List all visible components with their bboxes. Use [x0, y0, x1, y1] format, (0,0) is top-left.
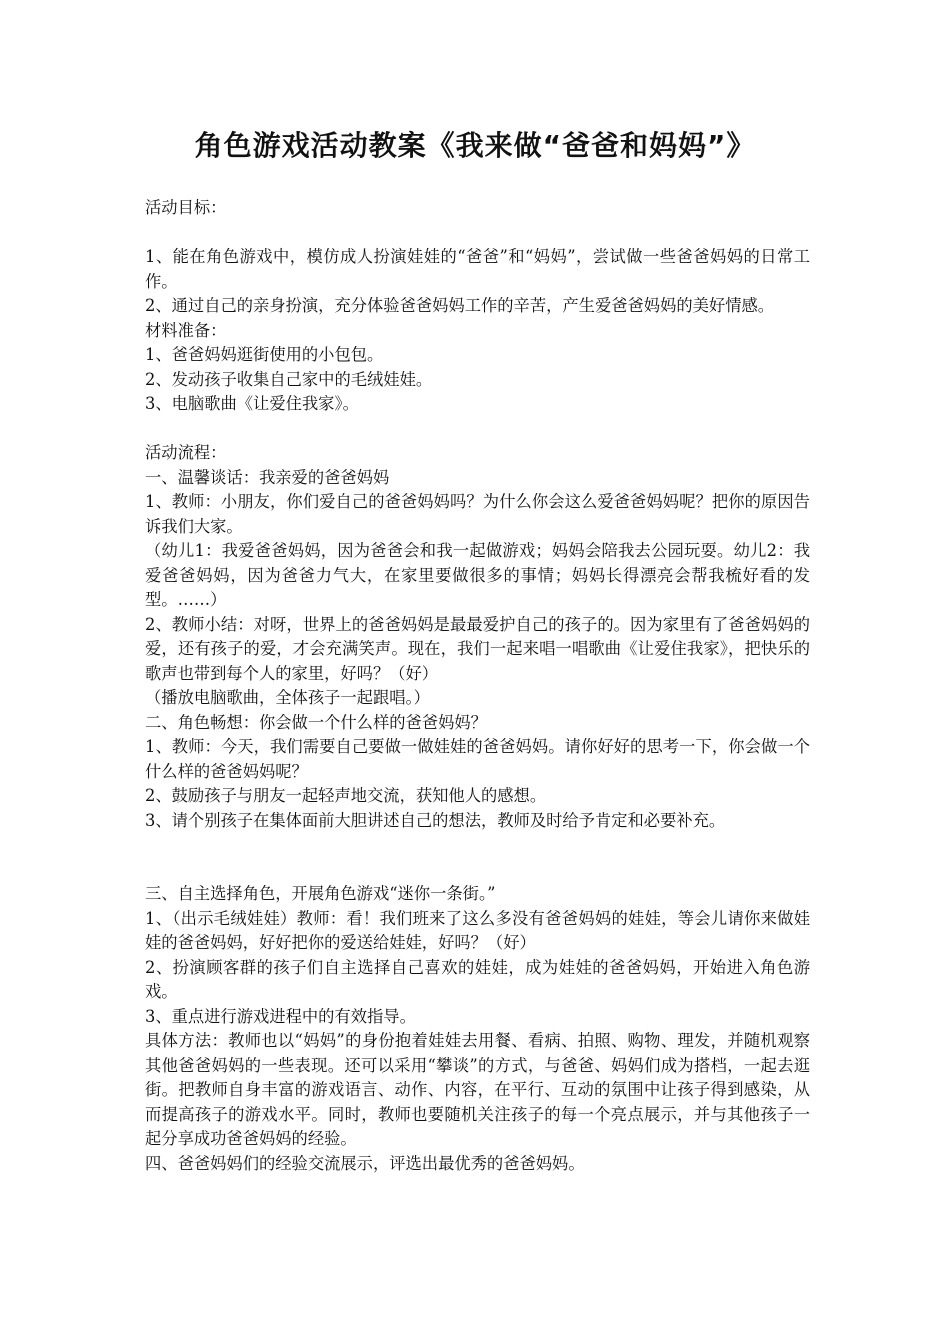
paragraph: 3、重点进行游戏进程中的有效指导。: [145, 1006, 416, 1026]
paragraph: 活动目标：: [145, 198, 227, 217]
paragraph: 3、电脑歌曲《让爱住我家》。: [145, 394, 359, 413]
paragraph: （播放电脑歌曲，全体孩子一起跟唱。）: [145, 688, 430, 707]
paragraph: 3、请个别孩子在集体面前大胆讲述自己的想法，教师及时给予肯定和必要补充。: [145, 810, 726, 830]
paragraph: 三、自主选择角色，开展角色游戏“迷你一条街。”: [145, 884, 496, 903]
paragraph: 1、教师：今天，我们需要自己要做一做娃娃的爸爸妈妈。请你好好的思考一下，你会做一个什么样的爸爸妈妈呢？: [145, 737, 810, 781]
paragraph: 1、（出示毛绒娃娃）教师：看！我们班来了这么多没有爸爸妈妈的娃娃，等会儿请你来做娃娃的爸爸妈妈，好好把你的爱送给娃娃，好吗？（好）: [145, 908, 810, 952]
paragraph: 2、发动孩子收集自己家中的毛绒娃娃。: [145, 369, 433, 389]
paragraph: 一、温馨谈话：我亲爱的爸爸妈妈: [145, 467, 390, 487]
blank-line: [145, 833, 810, 882]
paragraph: 活动流程：: [145, 443, 227, 462]
document-title: 角色游戏活动教案《我来做“爸爸和妈妈”》: [194, 129, 756, 162]
paragraph: 具体方法：教师也以“妈妈”的身份抱着娃娃去用餐、看病、拍照、购物、理发，并随机观察其他爸爸妈妈的一些表现。还可以采用“攀谈”的方式，与爸爸、妈妈们成为搭档，一起去逛街。把教师自身丰富的游戏语言、动作、内容，在平行、互动的氛围中让孩子得到感染，从而提高孩子的游戏水平。同时，教师也要随机关注孩子的每一个亮点展示，并与其他孩子一起分享成功爸爸妈妈的经验。: [145, 1031, 810, 1148]
blank-line: [145, 417, 810, 442]
paragraph: 1、能在角色游戏中，模仿成人扮演娃娃的“爸爸”和“妈妈”，尝试做一些爸爸妈妈的日常工作。: [145, 247, 810, 291]
paragraph: 2、鼓励孩子与朋友一起轻声地交流，获知他人的感想。: [145, 786, 547, 805]
paragraph: 二、角色畅想：你会做一个什么样的爸爸妈妈？: [145, 712, 487, 732]
paragraph: 2、扮演顾客群的孩子们自主选择自己喜欢的娃娃，成为娃娃的爸爸妈妈，开始进入角色游戏。: [145, 957, 810, 1001]
paragraph: 2、通过自己的亲身扮演，充分体验爸爸妈妈工作的辛苦，产生爱爸爸妈妈的美好情感。: [145, 296, 775, 315]
paragraph: 2、教师小结：对呀，世界上的爸爸妈妈是最最爱护自己的孩子的。因为家里有了爸爸妈妈的爱，还有孩子的爱，才会充满笑声。现在，我们一起来唱一唱歌曲《让爱住我家》，把快乐的歌声也带到每个人的家里，好吗？（好）: [145, 614, 810, 683]
paragraph: 材料准备：: [145, 320, 227, 340]
paragraph: （幼儿1：我爱爸爸妈妈，因为爸爸会和我一起做游戏；妈妈会陪我去公园玩耍。幼儿2：我爱爸爸妈妈，因为爸爸力气大，在家里要做很多的事情；妈妈长得漂亮会帮我梳好看的发型。……）: [145, 541, 810, 609]
paragraph: 1、爸爸妈妈逛街使用的小包包。: [145, 345, 384, 364]
blank-line: [145, 221, 810, 246]
document-body: [145, 196, 810, 1176]
paragraph: 1、教师：小朋友，你们爱自己的爸爸妈妈吗？为什么你会这么爱爸爸妈妈呢？把你的原因告诉我们大家。: [145, 492, 810, 536]
paragraph: 四、爸爸妈妈们的经验交流展示，评选出最优秀的爸爸妈妈。: [145, 1153, 585, 1173]
